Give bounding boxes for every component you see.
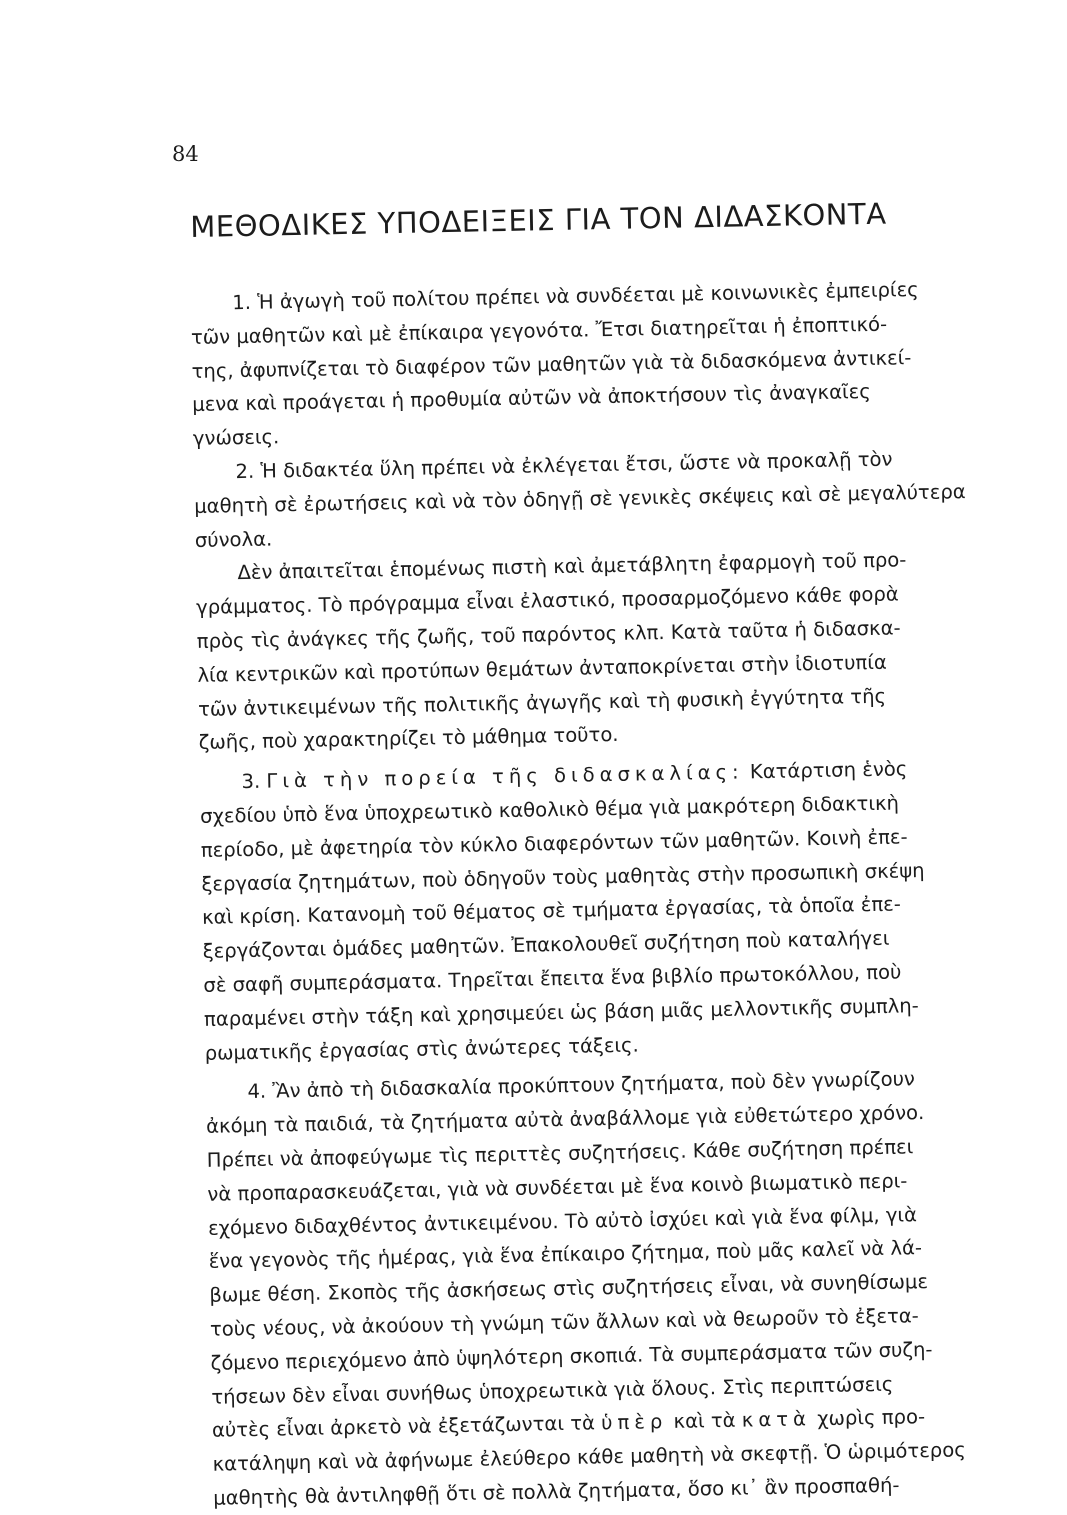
page-title: ΜΕΘΟΔΙΚΕΣ ΥΠΟΔΕΙΞΕΙΣ ΓΙΑ ΤΟΝ ΔΙΔΑΣΚΟΝΤΑ (190, 196, 887, 244)
text-line: λία κεντρικῶν καὶ προτύπων θεμάτων ἀνταποκρίνεται στὴν ἰδιοτυπία (197, 650, 887, 687)
body-text (190, 272, 1003, 1515)
text-line: 2. Ἡ διδακτέα ὕλη πρέπει νὰ ἐκλέγεται ἔτσι, ὥστε νὰ προκαλῇ τὸν (235, 447, 893, 484)
text-line: ξεργάζονται ὁμάδες μαθητῶν. Ἐπακολουθεῖ συζήτηση ποὺ καταλήγει (202, 926, 890, 964)
text-fragment: καὶ τὰ (673, 1409, 736, 1434)
text-line: μαθητὴς θὰ ἀντιληφθῇ ὅτι σὲ πολλὰ ζητήματα, ὅσο κι᾿ ἂν προσπαθή- (213, 1473, 900, 1510)
text-line: πρὸς τὶς ἀνάγκες τῆς ζωῆς, τοῦ παρόντος κλπ. Κατὰ ταῦτα ἡ διδασκα- (196, 616, 901, 653)
text-line: μενα καὶ προάγεται ἡ προθυμία αὐτῶν νὰ ἀποκτήσουν τὶς ἀναγκαῖες (192, 380, 871, 417)
text-line: σὲ σαφῆ συμπεράσματα. Τηρεῖται ἔπειτα ἕνα βιβλίο πρωτοκόλλου, ποὺ (203, 960, 902, 997)
text-line: 4. Ἂν ἀπὸ τὴ διδασκαλία προκύπτουν ζητήματα, ποὺ δὲν γνωρίζουν (247, 1067, 916, 1104)
text-line: ρωματικῆς ἐργασίας στὶς ἀνώτερες τάξεις. (204, 1033, 640, 1065)
text-line: τήσεων δὲν εἶναι συνήθως ὑποχρεωτικὰ γιὰ ὅλους. Στὶς περιπτώσεις (211, 1372, 894, 1409)
text-line: γνώσεις. (192, 425, 280, 451)
text-fragment: αὐτὲς εἶναι ἀρκετὸ νὰ ἐξετάζωνται τὰ (211, 1411, 596, 1443)
text-line: καὶ κρίση. Κατανομὴ τοῦ θέματος σὲ τμήματα ἐργασίας, τὰ ὁποῖα ἐπε- (201, 892, 902, 930)
text-line: ἀκόμη τὰ παιδιά, τὰ ζητήματα αὐτὰ ἀναβάλλομε γιὰ εὐθετώτερο χρόνο. (205, 1101, 925, 1138)
text-line: γράμματος. Τὸ πρόγραμμα εἶναι ἐλαστικό, προσαρμοζόμενο κάθε φορὰ (195, 582, 899, 620)
text-fragment: χωρὶς προ- (817, 1405, 926, 1431)
spaced-word: ὑπὲρ (600, 1410, 668, 1435)
text-line: της, ἀφυπνίζεται τὸ διαφέρον τῶν μαθητῶν γιὰ τὰ διδασκόμενα ἀντικεί- (191, 345, 912, 383)
text-line: παραμένει στὴν τάξη καὶ χρησιμεύει ὡς βάση μιᾶς μελλοντικῆς συμπλη- (203, 993, 919, 1031)
text-line: τῶν μαθητῶν καὶ μὲ ἐπίκαιρα γεγονότα. Ἔτσι διατηρεῖται ἡ ἐποπτικό- (190, 312, 888, 349)
text-line: ἕνα γεγονὸς τῆς ἡμέρας, γιὰ ἕνα ἐπίκαιρο ζήτημα, ποὺ μᾶς καλεῖ νὰ λά- (208, 1236, 923, 1274)
text-line: τῶν ἀντικειμένων τῆς πολιτικῆς ἀγωγῆς καὶ τὴ φυσικὴ ἐγγύτητα τῆς (197, 684, 887, 721)
text-line: Πρέπει νὰ ἀποφεύγωμε τὶς περιττὲς συζητήσεις. Κάθε συζήτηση πρέπει (206, 1135, 914, 1172)
text-line: εχόμενο διδαχθέντος ἀντικειμένου. Τὸ αὐτὸ ἰσχύει καὶ γιὰ ἕνα φίλμ, γιὰ (207, 1202, 918, 1240)
text-line: νὰ προπαρασκευάζεται, γιὰ νὰ συνδέεται μὲ ἕνα κοινὸ βιωματικὸ περι- (207, 1169, 908, 1206)
item-number: 3. (241, 769, 261, 794)
spaced-word: κατὰ (741, 1407, 812, 1432)
text-line: τοὺς νέους, νὰ ἀκούουν τὴ γνώμη τῶν ἄλλων καὶ νὰ θεωροῦν τὸ ἐξετα- (209, 1304, 919, 1341)
text-line: ζωῆς, ποὺ χαρακτηρίζει τὸ μάθημα τοῦτο. (198, 723, 619, 755)
text-line: μαθητὴ σὲ ἐρωτήσεις καὶ νὰ τὸν ὁδηγῇ σὲ γενικὲς σκέψεις καὶ σὲ μεγαλύτερα (193, 479, 966, 518)
text-line: κατάληψη καὶ νὰ ἀφήνωμε ἐλεύθερο κάθε μαθητὴ νὰ σκεφτῇ. Ὁ ὡριμότερος (212, 1438, 966, 1476)
text-line: ζόμενο περιεχόμενο ἀπὸ ὑψηλότερη σκοπιά. Τὰ συμπεράσματα τῶν συζη- (210, 1337, 933, 1375)
text-line: βωμε θέση. Σκοπὸς τῆς ἀσκήσεως στὶς συζητήσεις εἶναι, νὰ συνηθίσωμε (209, 1270, 929, 1307)
text-line: 1. Ἡ ἀγωγὴ τοῦ πολίτου πρέπει νὰ συνδέεται μὲ κοινωνικὲς ἐμπειρίες (232, 278, 919, 315)
text-fragment: Κατάρτιση ἑνὸς (749, 757, 908, 784)
text-line: ξεργασία ζητημάτων, ποὺ ὁδηγοῦν τοὺς μαθητὰς στὴν προσωπικὴ σκέψη (201, 858, 925, 896)
text-line: σχεδίου ὑπὸ ἕνα ὑποχρεωτικὸ καθολικὸ θέμα γιὰ μακρότερη διδακτικὴ (199, 791, 900, 828)
text-line: σύνολα. (194, 527, 273, 552)
spaced-heading: Γιὰ τὴν πορεία τῆς διδασκαλίας: (266, 760, 744, 793)
text-line: περίοδο, μὲ ἀφετηρία τὸν κύκλο διαφερόντων τῶν μαθητῶν. Κοινὴ ἐπε- (200, 825, 908, 862)
page-number: 84 (172, 142, 199, 166)
text-line: Δὲν ἀπαιτεῖται ἑπομένως πιστὴ καὶ ἀμετάβλητη ἐφαρμογὴ τοῦ προ- (237, 548, 907, 585)
